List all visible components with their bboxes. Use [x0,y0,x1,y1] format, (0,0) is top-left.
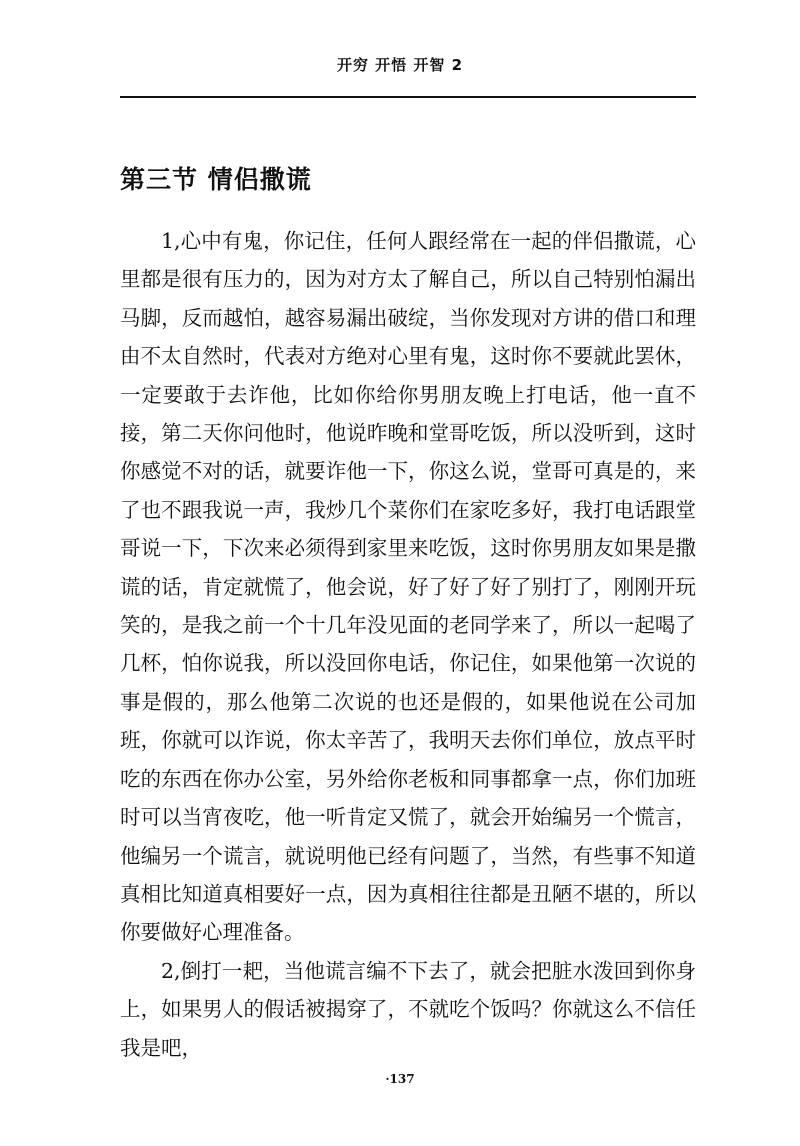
body-text [120,222,696,1067]
header-rule [120,96,696,98]
paragraph-1: 1,心中有鬼，你记住，任何人跟经常在一起的伴侣撒谎，心里都是很有压力的，因为对方太了解自己，所以自己特别怕漏出马脚，反而越怕，越容易漏出破绽，当你发现对方讲的借口和理由不太自然时，代表对方绝对心里有鬼，这时你不要就此罢休，一定要敢于去诈他，比如你给你男朋友晚上打电话，他一直不接，第二天你问他时，他说昨晚和堂哥吃饭，所以没听到，这时你感觉不对的话，就要诈他一下，你这么说，堂哥可真是的，来了也不跟我说一声，我炒几个菜你们在家吃多好，我打电话跟堂哥说一下，下次来必须得到家里来吃饭，这时你男朋友如果是撒谎的话，肯定就慌了，他会说，好了好了好了别打了，刚刚开玩笑的，是我之前一个十几年没见面的老同学来了，所以一起喝了几杯，怕你说我，所以没回你电话，你记住，如果他第一次说的事是假的，那么他第二次说的也还是假的，如果他说在公司加班，你就可以诈说，你太辛苦了，我明天去你们单位，放点平时吃的东西在你办公室，另外给你老板和同事都拿一点，你们加班时可以当宵夜吃，他一听肯定又慌了，就会开始编另一个慌言，他编另一个谎言，就说明他已经有问题了，当然，有些事不知道真相比知道真相要好一点，因为真相往往都是丑陋不堪的，所以你要做好心理准备。 [120,229,696,945]
paragraph-2: 2,倒打一耙，当他谎言编不下去了，就会把脏水泼回到你身上，如果男人的假话被揭穿了，不就吃个饭吗？你就这么不信任我是吧， [120,958,696,1060]
section-title: 第三节 情侣撒谎 [120,165,312,194]
running-header: 开穷 开悟 开智 2 [336,56,464,74]
page-number: ·137 [385,1072,415,1086]
